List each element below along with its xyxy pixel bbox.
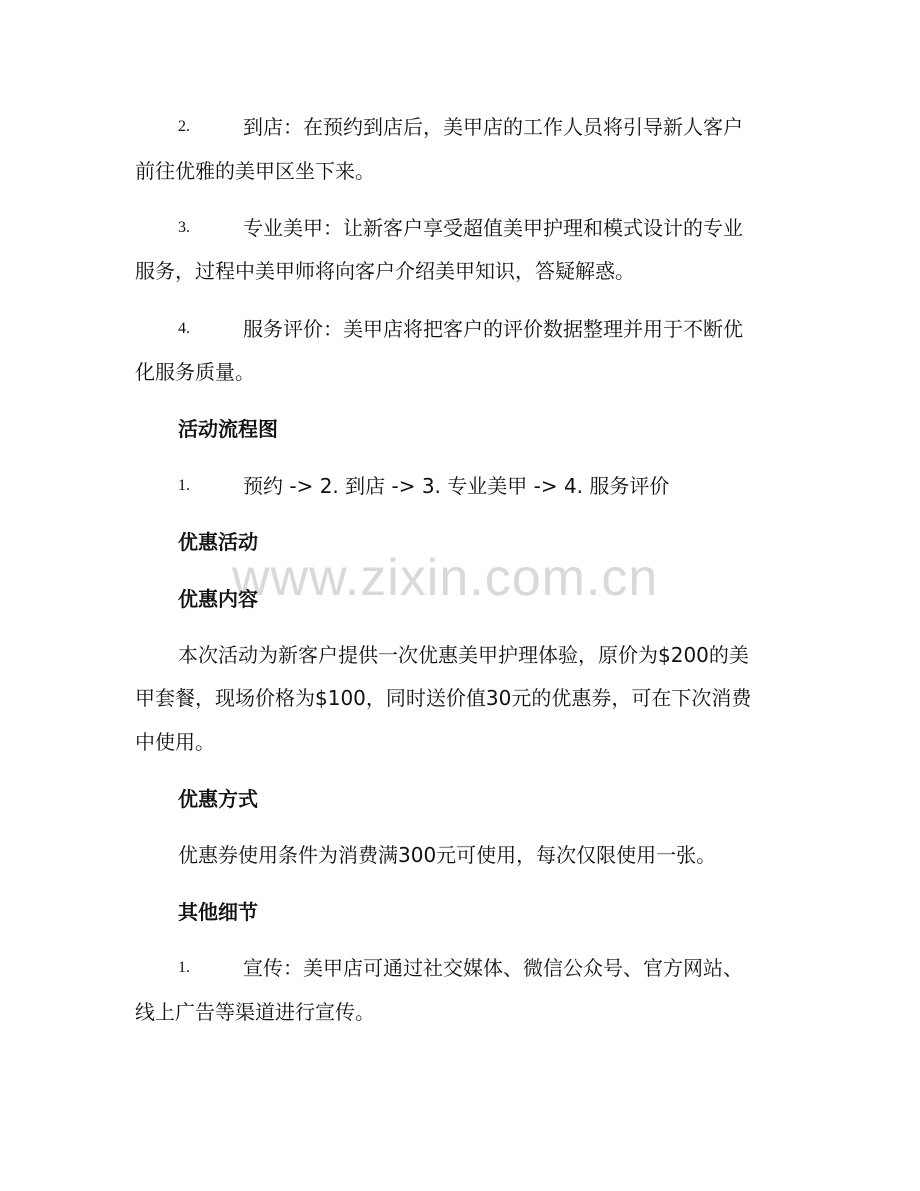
step-number: 3.: [178, 219, 190, 236]
paragraph-line: 甲套餐，现场价格为$100，同时送价值30元的优惠券，可在下次消费: [135, 686, 752, 710]
section-heading-promo-method: 优惠方式: [178, 787, 258, 811]
step-text-line: 到店：在预约到店后，美甲店的工作人员将引导新人客户: [243, 115, 743, 139]
flow-text: 预约 -> 2. 到店 -> 3. 专业美甲 -> 4. 服务评价: [243, 474, 670, 498]
section-heading-promo-content: 优惠内容: [178, 587, 258, 611]
paragraph-line: 本次活动为新客户提供一次优惠美甲护理体验，原价为$200的美: [178, 643, 749, 667]
step-number: 4.: [178, 320, 190, 337]
step-text-line: 专业美甲：让新客户享受超值美甲护理和模式设计的专业: [243, 216, 743, 240]
step-number: 2.: [178, 118, 190, 135]
detail-text-line: 线上广告等渠道进行宣传。: [135, 1000, 375, 1024]
step-text-line: 化服务质量。: [135, 360, 255, 384]
step-text-line: 服务，过程中美甲师将向客户介绍美甲知识，答疑解惑。: [135, 259, 635, 283]
section-heading-flow: 活动流程图: [178, 417, 278, 441]
watermark: www.zixin.com.cn: [232, 549, 659, 607]
step-text-line: 前往优雅的美甲区坐下来。: [135, 159, 375, 183]
section-heading-details: 其他细节: [178, 900, 258, 924]
paragraph-line: 优惠券使用条件为消费满300元可使用，每次仅限使用一张。: [178, 843, 717, 867]
detail-number: 1.: [178, 959, 190, 976]
section-heading-promo: 优惠活动: [178, 530, 258, 554]
flow-number: 1.: [178, 477, 190, 494]
step-text-line: 服务评价：美甲店将把客户的评价数据整理并用于不断优: [243, 317, 743, 341]
paragraph-line: 中使用。: [135, 730, 215, 754]
detail-text-line: 宣传：美甲店可通过社交媒体、微信公众号、官方网站、: [243, 956, 743, 980]
